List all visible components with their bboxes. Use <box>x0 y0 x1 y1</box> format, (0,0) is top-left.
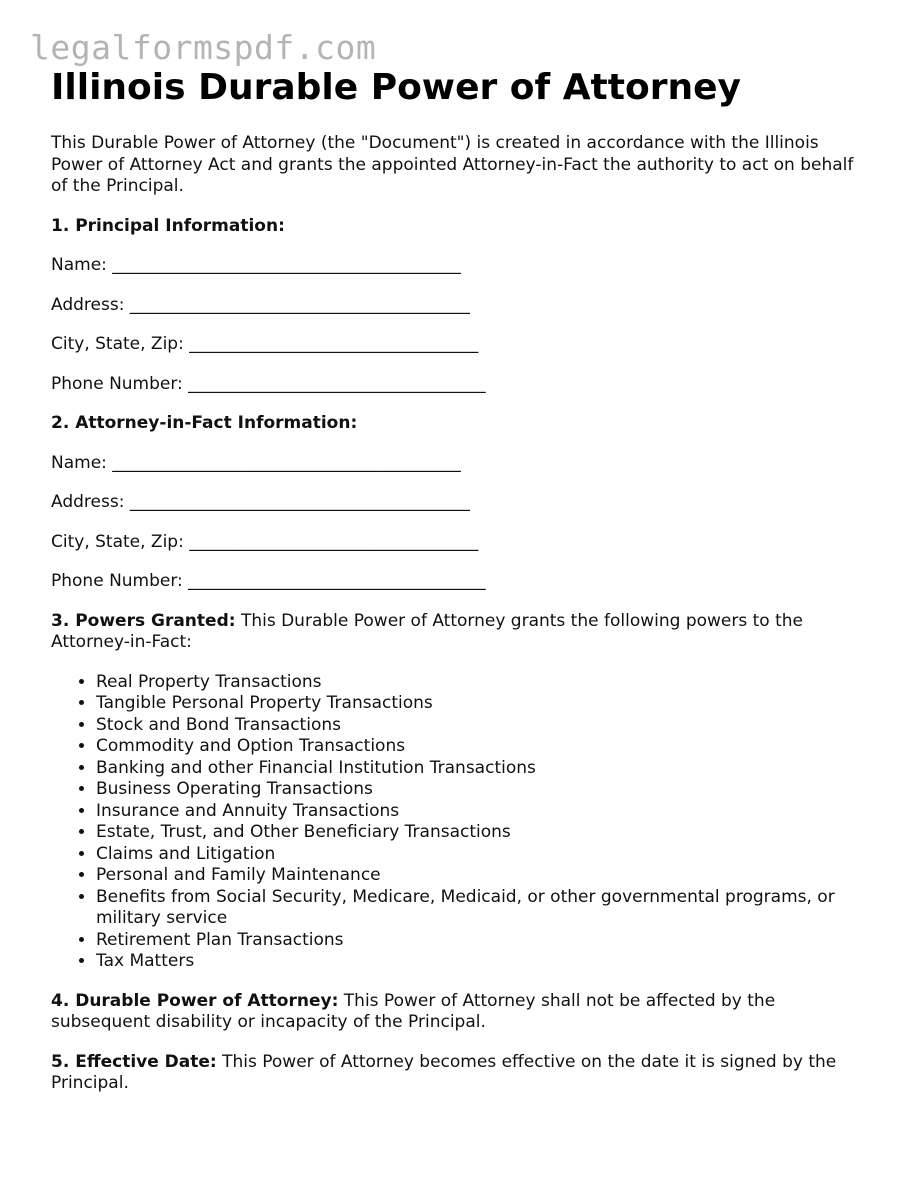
effective-heading: 5. Effective Date: <box>51 1051 217 1072</box>
effective-text: This Power of Attorney becomes effective on the date it is signed by the Principal. <box>51 1051 837 1093</box>
list-item: • Benefits from Social Security, Medicare, Medicaid, or other governmental programs, or military service <box>96 887 871 930</box>
principal-city-field[interactable]: City, State, Zip: __________________________________ <box>51 334 479 354</box>
durable-paragraph <box>51 991 871 1034</box>
attorney-name-field[interactable]: Name: _________________________________________ <box>51 452 461 473</box>
list-item: • Banking and other Financial Institution Transactions <box>96 758 871 780</box>
list-item: • Personal and Family Maintenance <box>96 865 871 887</box>
list-item: • Commodity and Option Transactions <box>96 736 871 758</box>
attorney-phone-field[interactable]: Phone Number: ___________________________________ <box>51 571 486 591</box>
attorney-heading: 2. Attorney-in-Fact Information: <box>51 413 358 433</box>
list-item: • Stock and Bond Transactions <box>96 715 871 737</box>
attorney-city-field[interactable]: City, State, Zip: __________________________________ <box>51 531 479 552</box>
powers-text: This Durable Power of Attorney grants the following powers to the Attorney-in-Fact: <box>51 610 803 652</box>
effective-paragraph <box>51 1052 871 1095</box>
list-item: • Business Operating Transactions <box>96 779 871 801</box>
durable-heading: 4. Durable Power of Attorney: <box>51 990 339 1011</box>
principal-address-field[interactable]: Address: ________________________________________ <box>51 294 470 315</box>
attorney-address-field[interactable]: Address: ________________________________________ <box>51 492 470 512</box>
principal-phone-field[interactable]: Phone Number: ___________________________________ <box>51 373 486 394</box>
list-item: • Tax Matters <box>96 951 871 973</box>
document-body <box>51 133 871 1113</box>
powers-paragraph <box>51 611 871 654</box>
list-item: • Retirement Plan Transactions <box>96 930 871 952</box>
powers-heading: 3. Powers Granted: <box>51 610 236 631</box>
list-item: • Tangible Personal Property Transactions <box>96 693 871 715</box>
principal-heading: 1. Principal Information: <box>51 215 285 236</box>
watermark: legalformspdf.com <box>30 28 377 67</box>
durable-text: This Power of Attorney shall not be affected by the subsequent disability or incapacity of the Principal. <box>51 990 776 1032</box>
principal-name-field[interactable]: Name: _________________________________________ <box>51 255 461 275</box>
list-item: • Claims and Litigation <box>96 844 871 866</box>
powers-list <box>51 672 871 973</box>
intro-paragraph: This Durable Power of Attorney (the "Document") is created in accordance with the Illinois Power of Attorney Act and grants the appointed Attorney-in-Fact the authority to act on behalf of the Principal. <box>51 133 854 196</box>
list-item: • Insurance and Annuity Transactions <box>96 801 871 823</box>
list-item: • Estate, Trust, and Other Beneficiary Transactions <box>96 822 871 844</box>
list-item: • Real Property Transactions <box>96 672 871 694</box>
document-title: Illinois Durable Power of Attorney <box>51 67 741 108</box>
